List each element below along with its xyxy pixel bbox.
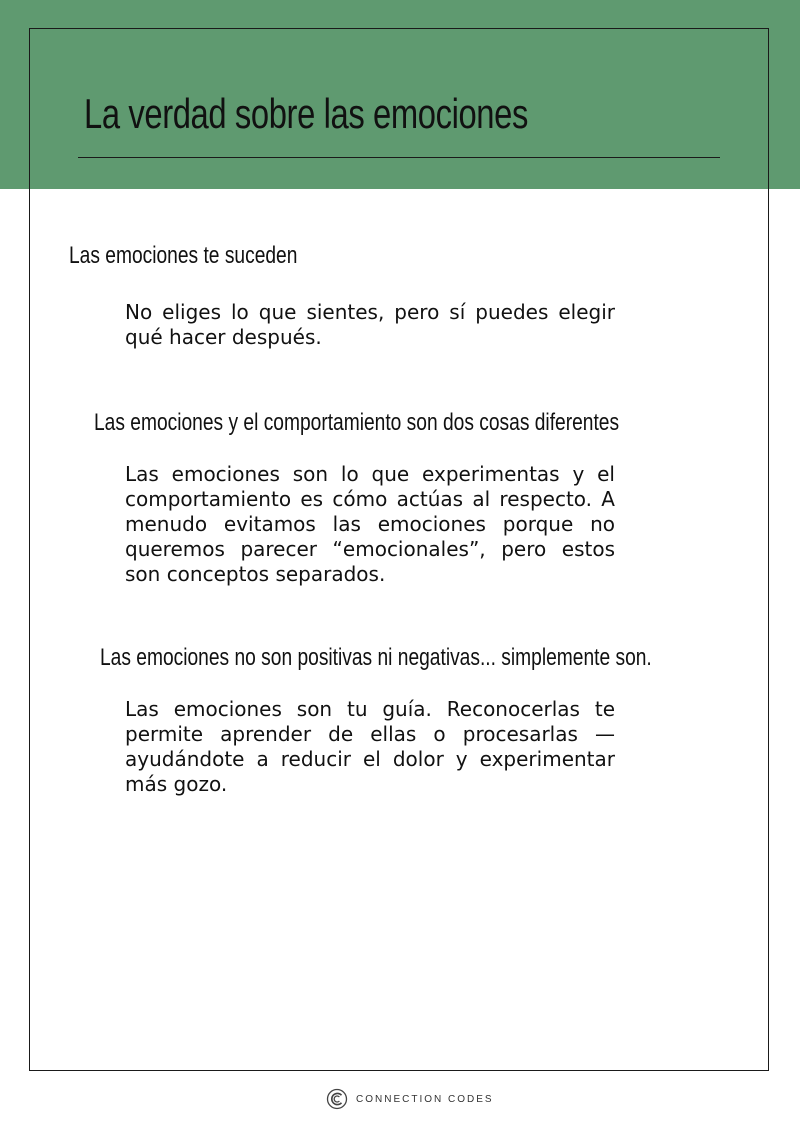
section-body-1: No eliges lo que sientes, pero sí puedes elegir qué hacer después. — [125, 300, 615, 349]
section-body-2: Las emociones son lo que experimentas y el comportamiento es cómo actúas al respecto. A menudo evitamos las emociones porque no queremos parecer “emocionales”, pero estos son conceptos separados. — [125, 462, 615, 586]
section-heading-1: Las emociones te suceden — [69, 242, 298, 269]
section-body-3: Las emociones son tu guía. Reconocerlas te permite aprender de ellas o procesarlas —ayudándote a reducir el dolor y experimentar más gozo. — [125, 697, 615, 796]
section-heading-2: Las emociones y el comportamiento son dos cosas diferentes — [94, 409, 620, 436]
section-heading-3: Las emociones no son positivas ni negativas... simplemente son. — [100, 644, 652, 671]
page-title: La verdad sobre las emociones — [84, 90, 528, 137]
connection-codes-logo-icon — [326, 1088, 348, 1110]
brand-name: CONNECTION CODES — [356, 1093, 494, 1105]
title-divider — [78, 157, 720, 158]
footer-brand — [326, 1086, 494, 1112]
